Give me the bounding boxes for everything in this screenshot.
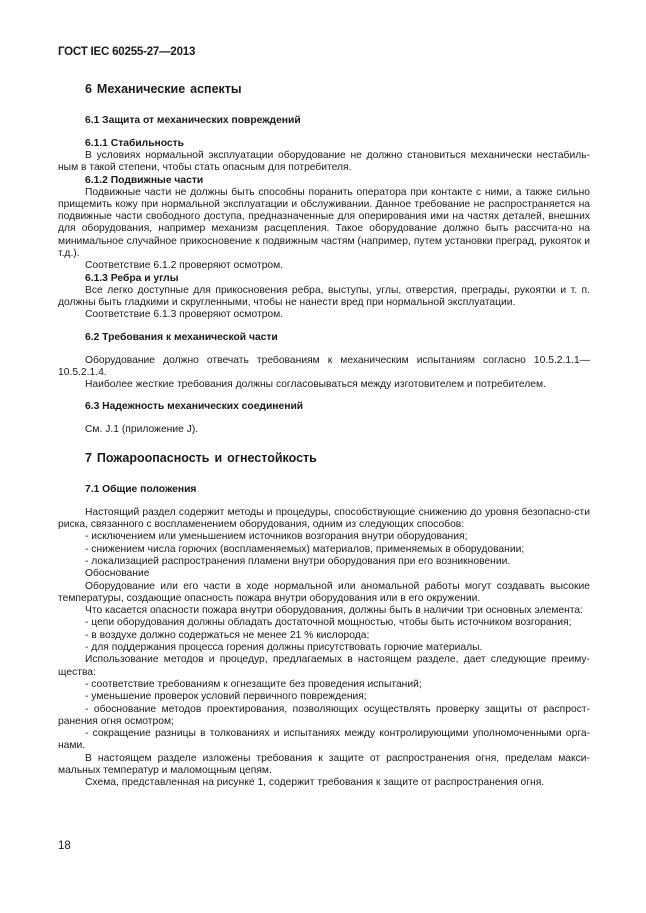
list-item: - цепи оборудования должны обладать достаточной мощностью, чтобы быть источником возгорания; bbox=[85, 617, 572, 629]
paragraph: Подвижные части не должны быть способны поранить оператора при контакте с ними, а также сильно прищемить кожу при нормальной эксплуатации и обслуживании. Данное требование не распространяется на подвижные части свободного доступа, предназначенные для оперирования ими на частях деталей, внешних для оборудования, например механизм расцепления. Такое оборудование должно быть рассчита-но на минимальное случайное прикосновение к подвижным частям (например, путем установки преград, рукояток и т.д.). bbox=[58, 186, 590, 260]
section-6-1-3-title: 6.1.3 Ребра и углы bbox=[85, 272, 179, 284]
document-header: ГОСТ IEC 60255-27—2013 bbox=[58, 46, 196, 58]
list-item: - исключением или уменьшением источников возгорания внутри оборудования; bbox=[85, 531, 468, 543]
section-7-title: 7 Пожароопасность и огнестойкость bbox=[85, 450, 317, 465]
paragraph: Соответствие 6.1.2 проверяют осмотром. bbox=[85, 260, 284, 272]
paragraph: Соответствие 6.1.3 проверяют осмотром. bbox=[85, 309, 284, 321]
section-7-1-title: 7.1 Общие положения bbox=[85, 483, 197, 495]
page-content bbox=[58, 82, 590, 790]
list-item: - обоснование методов проектирования, позволяющих осуществлять проверку защиты от распрост-ранения огня осмотром; bbox=[58, 703, 590, 727]
paragraph: Все легко доступные для прикосновения ребра, выступы, углы, отверстия, преграды, рукоятки и т. п. должны быть гладкими и скругленными, чтобы не нанести вред при нормальной эксплуатации. bbox=[58, 284, 590, 308]
section-6-1-title: 6.1 Защита от механических повреждений bbox=[85, 115, 301, 126]
section-6-1-1-title: 6.1.1 Стабильность bbox=[85, 138, 185, 149]
list-item: - сокращение разницы в толкованиях и испытаниях между контролирующими уполномоченными орга-нами. bbox=[58, 728, 590, 752]
section-6-2-title: 6.2 Требования к механической части bbox=[85, 331, 278, 343]
paragraph: Наиболее жесткие требования должны согласовываться между изготовителем и потребителем. bbox=[85, 379, 546, 391]
paragraph: В настоящем разделе изложены требования к защите от распространения огня, пределам макси-мальных температур и маломощным цепям. bbox=[58, 752, 590, 776]
paragraph: Обоснование bbox=[85, 568, 150, 580]
paragraph: Схема, представленная на рисунке 1, содержит требования к защите от распространения огня. bbox=[85, 777, 545, 789]
paragraph: Оборудование или его части в ходе нормальной или аномальной работы могут создавать высокие температуры, создающие опасность пожара внутри оборудования или в его окружении. bbox=[58, 580, 590, 604]
paragraph: Что касается опасности пожара внутри оборудования, должны быть в наличии три основных элемента: bbox=[85, 605, 583, 617]
list-item: - соответствие требованиям к огнезащите без проведения испытаний; bbox=[85, 678, 422, 690]
paragraph: Оборудование должно отвечать требованиям к механическим испытаниям согласно 10.5.2.1.1—10.5.2.1.4. bbox=[58, 354, 590, 378]
paragraph: Настоящий раздел содержит методы и процедуры, способствующие снижению до уровня безопасно-сти риска, связанного с воспламенением оборудования, одним из следующих способов: bbox=[58, 506, 590, 531]
section-6-1-2-title: 6.1.2 Подвижные части bbox=[85, 174, 204, 186]
list-item: - локализацией распространения пламени внутри оборудования при его возникновении. bbox=[85, 555, 511, 567]
list-item: - для поддержания процесса горения должны присутствовать горючие материалы. bbox=[85, 642, 483, 654]
paragraph: См. J.1 (приложение J). bbox=[85, 424, 199, 436]
paragraph: В условиях нормальной эксплуатации оборудование не должно становиться механически нестабиль-ным в такой степени, чтобы стать опасным для потребителя. bbox=[58, 150, 590, 174]
list-item: - в воздухе должно содержаться не менее 21 % кислорода; bbox=[85, 629, 370, 641]
list-item: - снижением числа горючих (воспламеняемых) материалов, применяемых в оборудовании; bbox=[85, 543, 525, 555]
paragraph: Использование методов и процедур, предлагаемых в настоящем разделе, дает следующие преиму-щества: bbox=[58, 654, 590, 678]
page-number: 18 bbox=[58, 840, 71, 852]
list-item: - уменьшение проверок условий первичного повреждения; bbox=[85, 691, 367, 703]
section-6-3-title: 6.3 Надежность механических соединений bbox=[85, 401, 304, 413]
section-6-title: 6 Механические аспекты bbox=[85, 82, 242, 96]
